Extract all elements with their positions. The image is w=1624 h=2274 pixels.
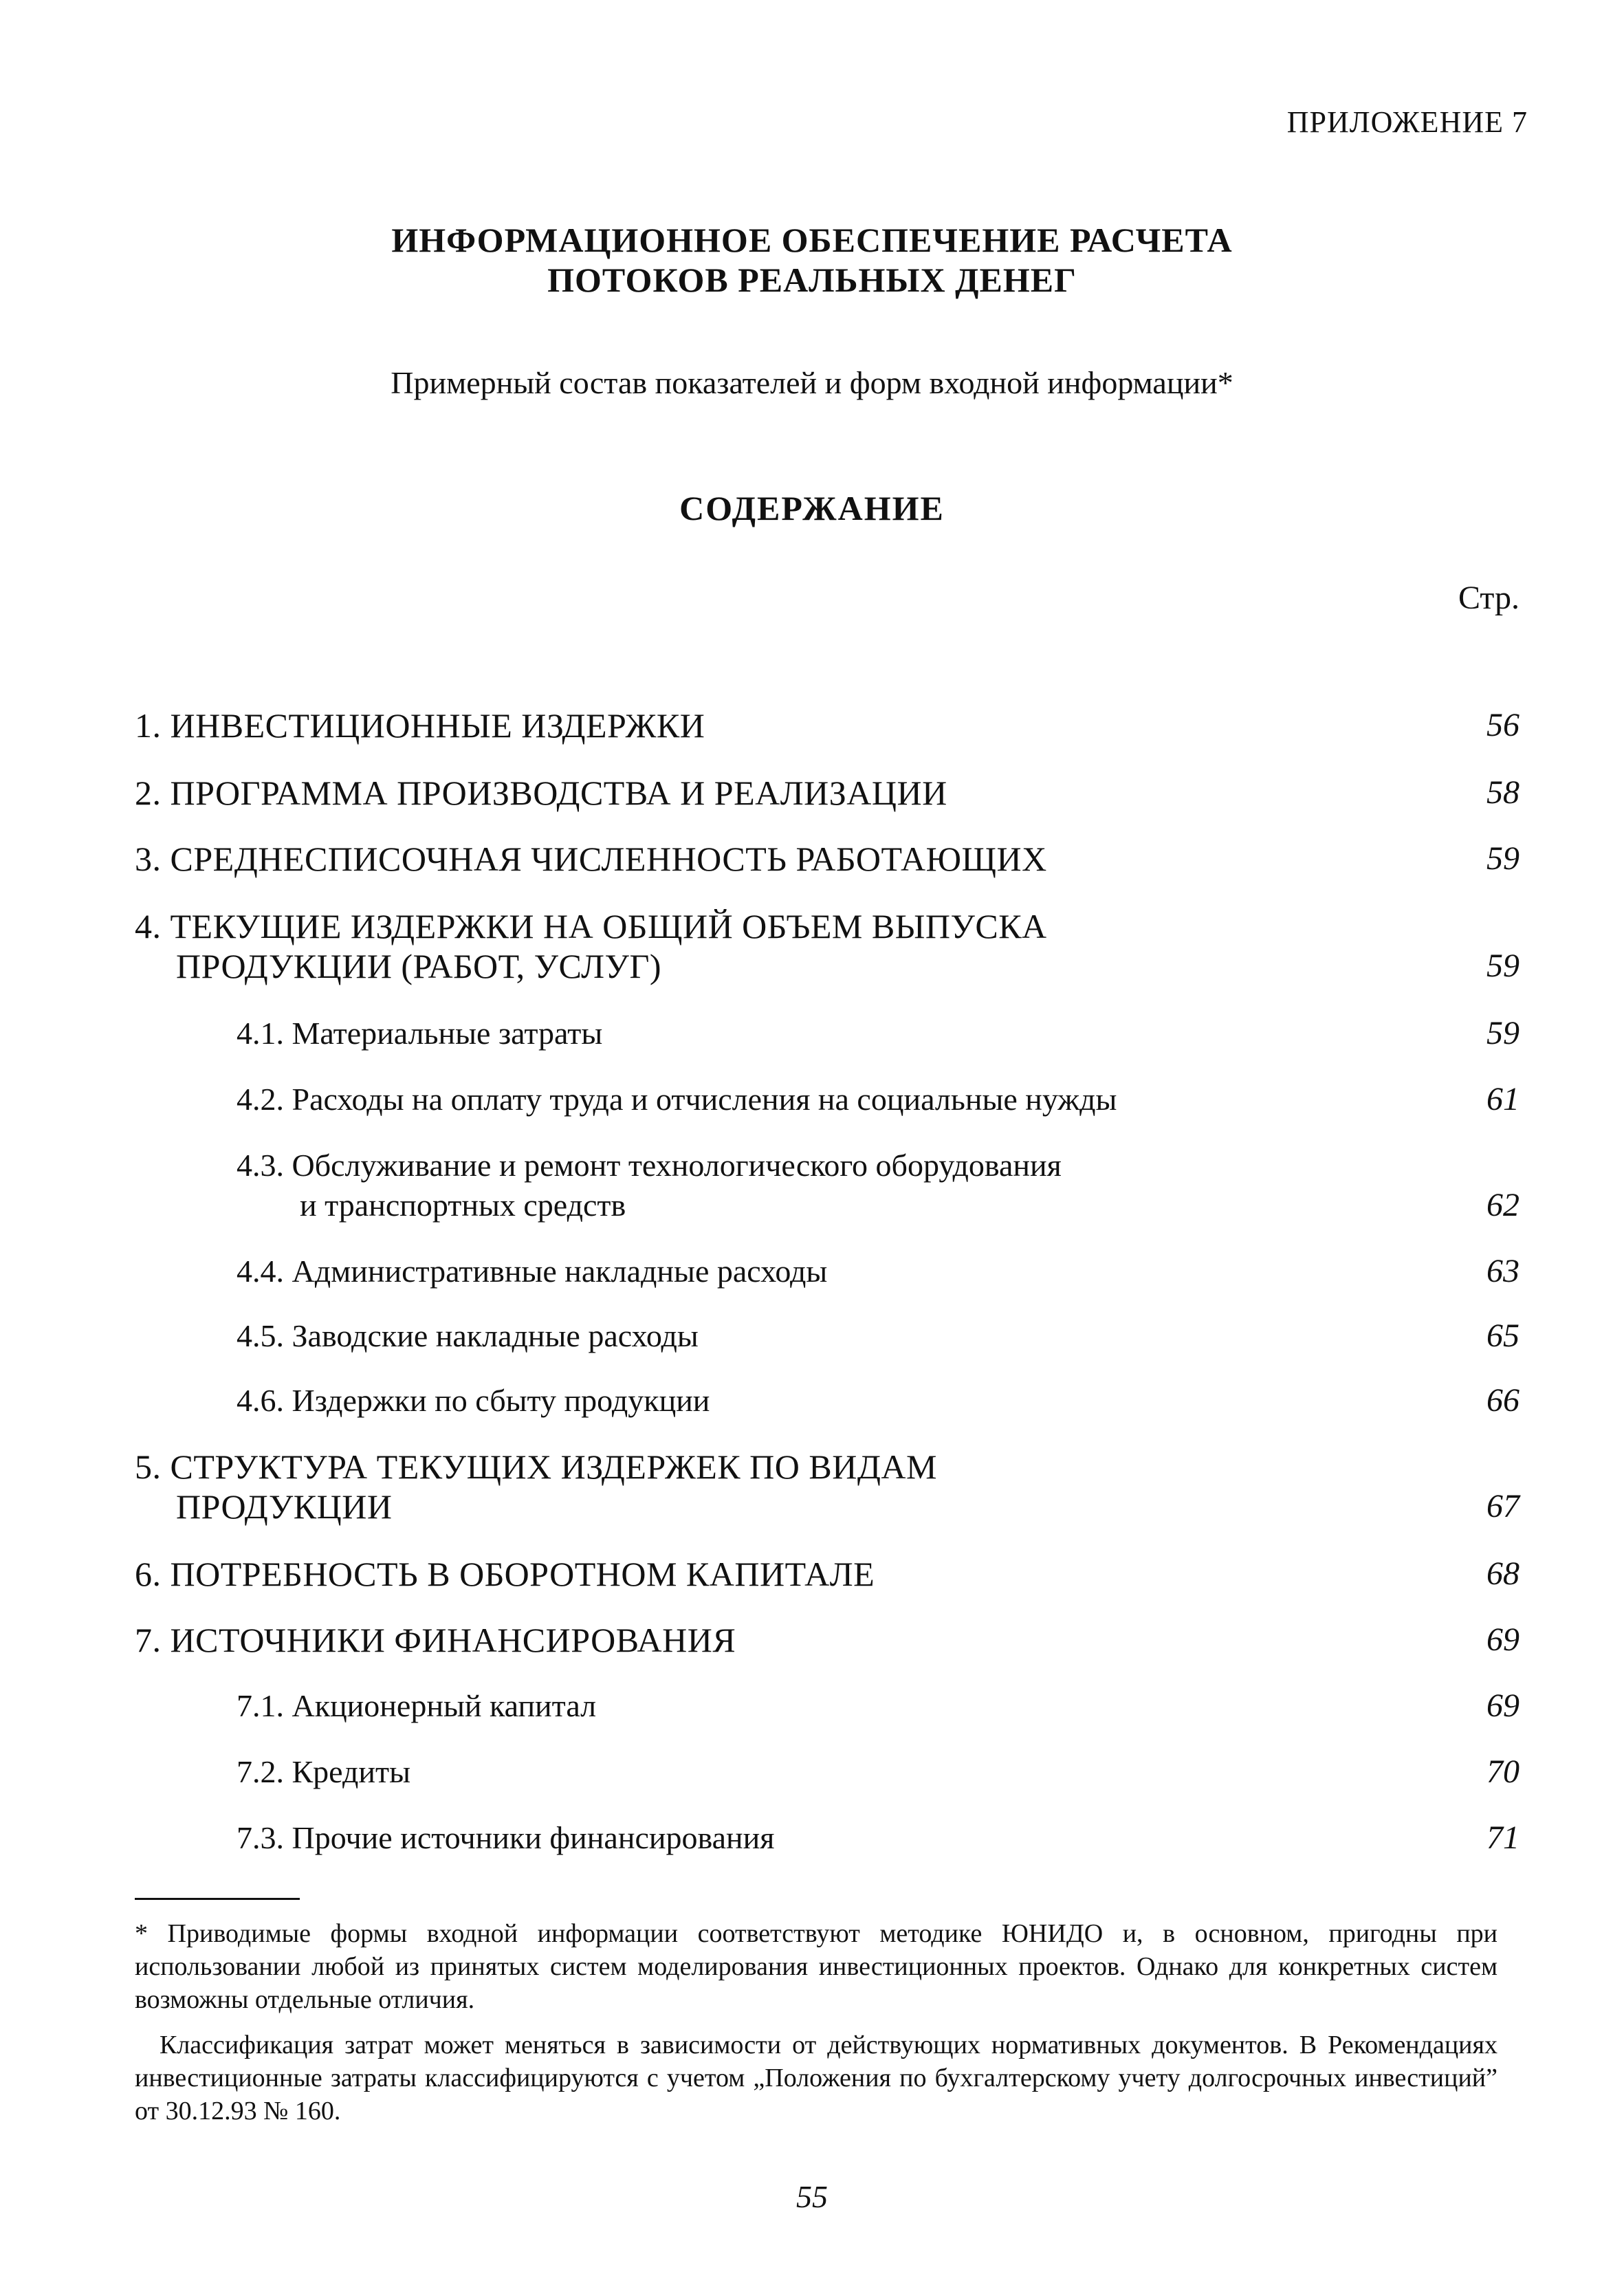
toc-entry-title: 3. СРЕДНЕСПИСОЧНАЯ ЧИСЛЕННОСТЬ РАБОТАЮЩИХ (135, 840, 1047, 878)
contents-heading: СОДЕРЖАНИЕ (679, 489, 945, 527)
document-subtitle: Примерный состав показателей и форм входной информации* (391, 365, 1233, 400)
toc-entry-page: 70 (1486, 1753, 1519, 1790)
toc-entry-title: 2. ПРОГРАММА ПРОИЗВОДСТВА И РЕАЛИЗАЦИИ (135, 774, 947, 812)
toc-entry-page: 69 (1486, 1687, 1519, 1724)
toc-entry-page: 67 (1486, 1488, 1519, 1524)
document-title-line-2: ПОТОКОВ РЕАЛЬНЫХ ДЕНЕГ (547, 261, 1077, 299)
toc-entry-page: 56 (1486, 707, 1519, 743)
footnote-divider (135, 1898, 300, 1900)
toc-entry-page: 68 (1486, 1555, 1519, 1592)
toc-entry-page: 59 (1486, 1015, 1519, 1051)
toc-entry-title: 4.2. Расходы на оплату труда и отчисления на социальные нужды (237, 1082, 1117, 1117)
toc-entry-page: 59 (1486, 840, 1519, 877)
toc-entry-title: 6. ПОТРЕБНОСТЬ В ОБОРОТНОМ КАПИТАЛЕ (135, 1555, 875, 1593)
toc-entry-title: 1. ИНВЕСТИЦИОННЫЕ ИЗДЕРЖКИ (135, 706, 705, 745)
toc-entry-title: 4.1. Материальные затраты (237, 1016, 603, 1051)
appendix-label: ПРИЛОЖЕНИЕ 7 (1286, 105, 1528, 139)
page-column-label: Стр. (1458, 580, 1519, 616)
toc-entry-page: 66 (1486, 1382, 1519, 1419)
toc-entry-title: 7. ИСТОЧНИКИ ФИНАНСИРОВАНИЯ (135, 1621, 736, 1659)
toc-entry-page: 58 (1486, 774, 1519, 811)
toc-entry-page: 63 (1486, 1253, 1519, 1289)
toc-entry-title: 4. ТЕКУЩИЕ ИЗДЕРЖКИ НА ОБЩИЙ ОБЪЕМ ВЫПУСКА ПРОДУКЦИИ (РАБОТ, УСЛУГ) (135, 907, 1047, 985)
toc-entry-page: 59 (1486, 948, 1519, 984)
toc-entry-page: 62 (1486, 1187, 1519, 1223)
footnote-paragraph-2: Классификация затрат может меняться в зависимости от действующих нормативных документов. В Рекомендациях инвестиционные затраты классифицируются с учетом „Положения по бухгалтерскому учету долгосрочных инвестиций” от 30.12.93 № 160. (135, 2031, 1497, 2125)
toc-entry-title: 4.6. Издержки по сбыту продукции (237, 1383, 710, 1418)
page-number: 55 (796, 2179, 828, 2214)
toc-entry-title: 4.5. Заводские накладные расходы (237, 1318, 699, 1353)
toc-entry-page: 71 (1486, 1819, 1519, 1856)
toc-entry-title: 7.3. Прочие источники финансирования (237, 1820, 775, 1855)
footnote-paragraph-1: * Приводимые формы входной информации соответствуют методике ЮНИДО и, в основном, пригодны при использовании любой из принятых систем моделирования инвестиционных проектов. Однако для конкретных систем возможны отдельные отличия. (135, 1919, 1497, 2014)
toc-entry-title: 7.1. Акционерный капитал (237, 1688, 597, 1723)
document-title-line-1: ИНФОРМАЦИОННОЕ ОБЕСПЕЧЕНИЕ РАСЧЕТА (391, 221, 1233, 259)
toc-entry-page: 65 (1486, 1318, 1519, 1354)
toc-entry-title: 4.4. Административные накладные расходы (237, 1254, 828, 1289)
toc-entry-page: 61 (1486, 1081, 1519, 1117)
toc-entry-page: 69 (1486, 1621, 1519, 1658)
toc-entry-title: 4.3. Обслуживание и ремонт технологического оборудования и транспортных средств (237, 1148, 1062, 1223)
toc-entry-title: 7.2. Кредиты (237, 1754, 411, 1789)
toc-entry-title: 5. СТРУКТУРА ТЕКУЩИХ ИЗДЕРЖЕК ПО ВИДАМ ПРОДУКЦИИ (135, 1447, 937, 1526)
